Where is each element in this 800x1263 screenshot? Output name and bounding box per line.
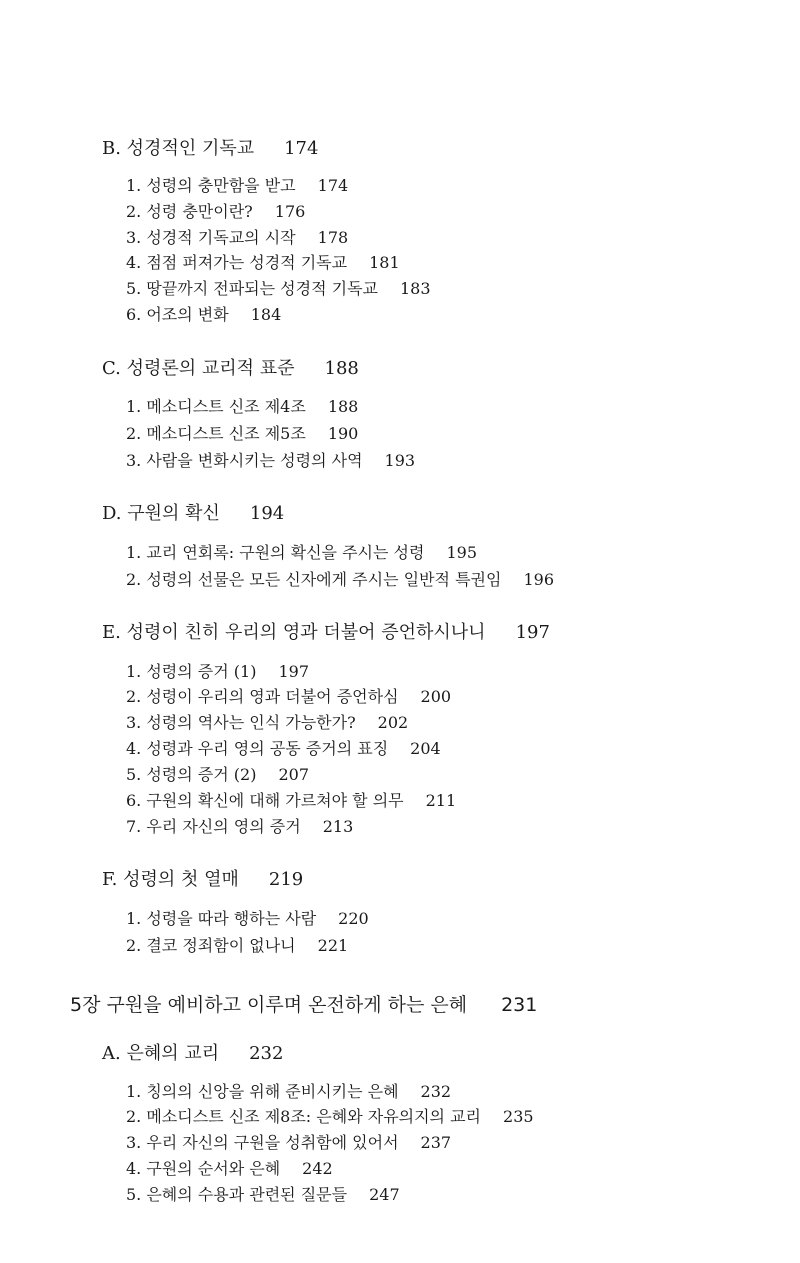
toc-entry[interactable] xyxy=(126,421,358,444)
toc-section-heading[interactable] xyxy=(102,618,550,644)
toc-chapter-heading[interactable] xyxy=(70,990,537,1017)
toc-entry[interactable] xyxy=(126,762,309,785)
entry-label: 2. 결코 정죄함이 없나니 xyxy=(126,936,296,955)
page-number: 221 xyxy=(317,936,349,955)
toc-entry[interactable] xyxy=(126,659,309,682)
page-number: 219 xyxy=(268,869,304,890)
section-label: A. 은혜의 교리 xyxy=(102,1043,220,1064)
toc-entry[interactable] xyxy=(126,814,353,837)
entry-label: 2. 성령 충만이란? xyxy=(126,202,253,221)
page-number: 232 xyxy=(420,1082,452,1101)
toc-entry[interactable] xyxy=(126,1130,451,1153)
toc-entry[interactable] xyxy=(126,1156,333,1179)
section-label: B. 성경적인 기독교 xyxy=(102,138,255,159)
chapter-label: 5장 구원을 예비하고 이루며 온전하게 하는 은혜 xyxy=(70,994,468,1016)
page-number: 194 xyxy=(249,503,285,524)
page-number: 232 xyxy=(249,1043,284,1064)
toc-entry[interactable] xyxy=(126,906,369,929)
page-number: 181 xyxy=(369,253,400,272)
section-label: D. 구원의 확신 xyxy=(102,503,220,524)
page-number: 188 xyxy=(327,397,359,416)
toc-entry[interactable] xyxy=(126,448,415,471)
entry-label: 1. 교리 연회록: 구원의 확신을 주시는 성령 xyxy=(126,543,425,562)
entry-label: 1. 칭의의 신앙을 위해 준비시키는 은혜 xyxy=(126,1082,399,1101)
page-number: 235 xyxy=(503,1107,534,1126)
toc-entry[interactable] xyxy=(126,173,348,196)
page-number: 196 xyxy=(523,570,554,589)
entry-label: 3. 우리 자신의 구원을 성취함에 있어서 xyxy=(126,1133,399,1152)
entry-label: 2. 성령이 우리의 영과 더불어 증언하심 xyxy=(126,687,399,706)
entry-label: 3. 성경적 기독교의 시작 xyxy=(126,228,296,247)
toc-section-heading[interactable] xyxy=(102,134,318,160)
entry-label: 5. 성령의 증거 (2) xyxy=(126,765,257,784)
toc-entry[interactable] xyxy=(126,250,400,273)
toc-entry[interactable] xyxy=(126,225,348,248)
section-label: F. 성령의 첫 열매 xyxy=(102,869,239,890)
toc-entry[interactable] xyxy=(126,933,348,956)
entry-label: 6. 구원의 확신에 대해 가르쳐야 할 의무 xyxy=(126,791,404,810)
page-number: 200 xyxy=(420,687,452,706)
entry-label: 2. 메소디스트 신조 제5조 xyxy=(126,424,306,443)
entry-label: 3. 사람을 변화시키는 성령의 사역 xyxy=(126,451,363,470)
page-number: 197 xyxy=(515,622,550,643)
page-number: 195 xyxy=(446,543,478,562)
page-number: 176 xyxy=(274,202,306,221)
page-number: 184 xyxy=(250,305,282,324)
section-label: E. 성령이 친히 우리의 영과 더불어 증언하시나니 xyxy=(102,622,486,643)
entry-label: 4. 구원의 순서와 은혜 xyxy=(126,1159,281,1178)
page-number: 183 xyxy=(400,279,431,298)
entry-label: 3. 성령의 역사는 인식 가능한가? xyxy=(126,713,356,732)
entry-label: 6. 어조의 변화 xyxy=(126,305,229,324)
page-number: 247 xyxy=(369,1185,400,1204)
page-number: 220 xyxy=(338,909,369,928)
section-label: C. 성령론의 교리적 표준 xyxy=(102,358,295,379)
toc-entry[interactable] xyxy=(126,302,281,325)
entry-label: 1. 성령의 증거 (1) xyxy=(126,662,257,681)
page-number: 193 xyxy=(384,451,416,470)
page-number: 202 xyxy=(377,713,409,732)
page-number: 207 xyxy=(278,765,310,784)
toc-entry[interactable] xyxy=(126,1182,400,1205)
entry-label: 4. 점점 퍼져가는 성경적 기독교 xyxy=(126,253,348,272)
page-number: 231 xyxy=(501,994,538,1016)
page-number: 188 xyxy=(324,358,359,379)
page-number: 242 xyxy=(302,1159,333,1178)
toc-section-heading[interactable] xyxy=(102,1039,283,1065)
page-number: 190 xyxy=(327,424,359,443)
entry-label: 1. 메소디스트 신조 제4조 xyxy=(126,397,306,416)
entry-label: 2. 메소디스트 신조 제8조: 은혜와 자유의지의 교리 xyxy=(126,1107,482,1126)
page-number: 197 xyxy=(278,662,310,681)
toc-section-heading[interactable] xyxy=(102,865,303,891)
page-number: 211 xyxy=(425,791,457,810)
entry-label: 1. 성령을 따라 행하는 사람 xyxy=(126,909,317,928)
entry-label: 2. 성령의 선물은 모든 신자에게 주시는 일반적 특권임 xyxy=(126,570,502,589)
toc-section-heading[interactable] xyxy=(102,499,284,525)
page-number: 174 xyxy=(317,176,349,195)
toc-entry[interactable] xyxy=(126,684,451,707)
toc-entry[interactable] xyxy=(126,394,358,417)
toc-entry[interactable] xyxy=(126,736,441,759)
toc-entry[interactable] xyxy=(126,788,456,811)
page-number: 178 xyxy=(317,228,349,247)
entry-label: 5. 땅끝까지 전파되는 성경적 기독교 xyxy=(126,279,378,298)
entry-label: 4. 성령과 우리 영의 공동 증거의 표징 xyxy=(126,739,389,758)
page-number: 174 xyxy=(284,138,319,159)
page-number: 204 xyxy=(410,739,441,758)
toc-entry[interactable] xyxy=(126,1104,534,1127)
toc-section-heading[interactable] xyxy=(102,354,359,380)
entry-label: 1. 성령의 충만함을 받고 xyxy=(126,176,296,195)
toc-entry[interactable] xyxy=(126,710,408,733)
entry-label: 5. 은혜의 수용과 관련된 질문들 xyxy=(126,1185,348,1204)
toc-entry[interactable] xyxy=(126,540,477,563)
entry-label: 7. 우리 자신의 영의 증거 xyxy=(126,817,301,836)
toc-entry[interactable] xyxy=(126,276,431,299)
toc-entry[interactable] xyxy=(126,199,305,222)
page-number: 213 xyxy=(322,817,354,836)
page-number: 237 xyxy=(420,1133,452,1152)
toc-entry[interactable] xyxy=(126,567,554,590)
toc-entry[interactable] xyxy=(126,1079,451,1102)
